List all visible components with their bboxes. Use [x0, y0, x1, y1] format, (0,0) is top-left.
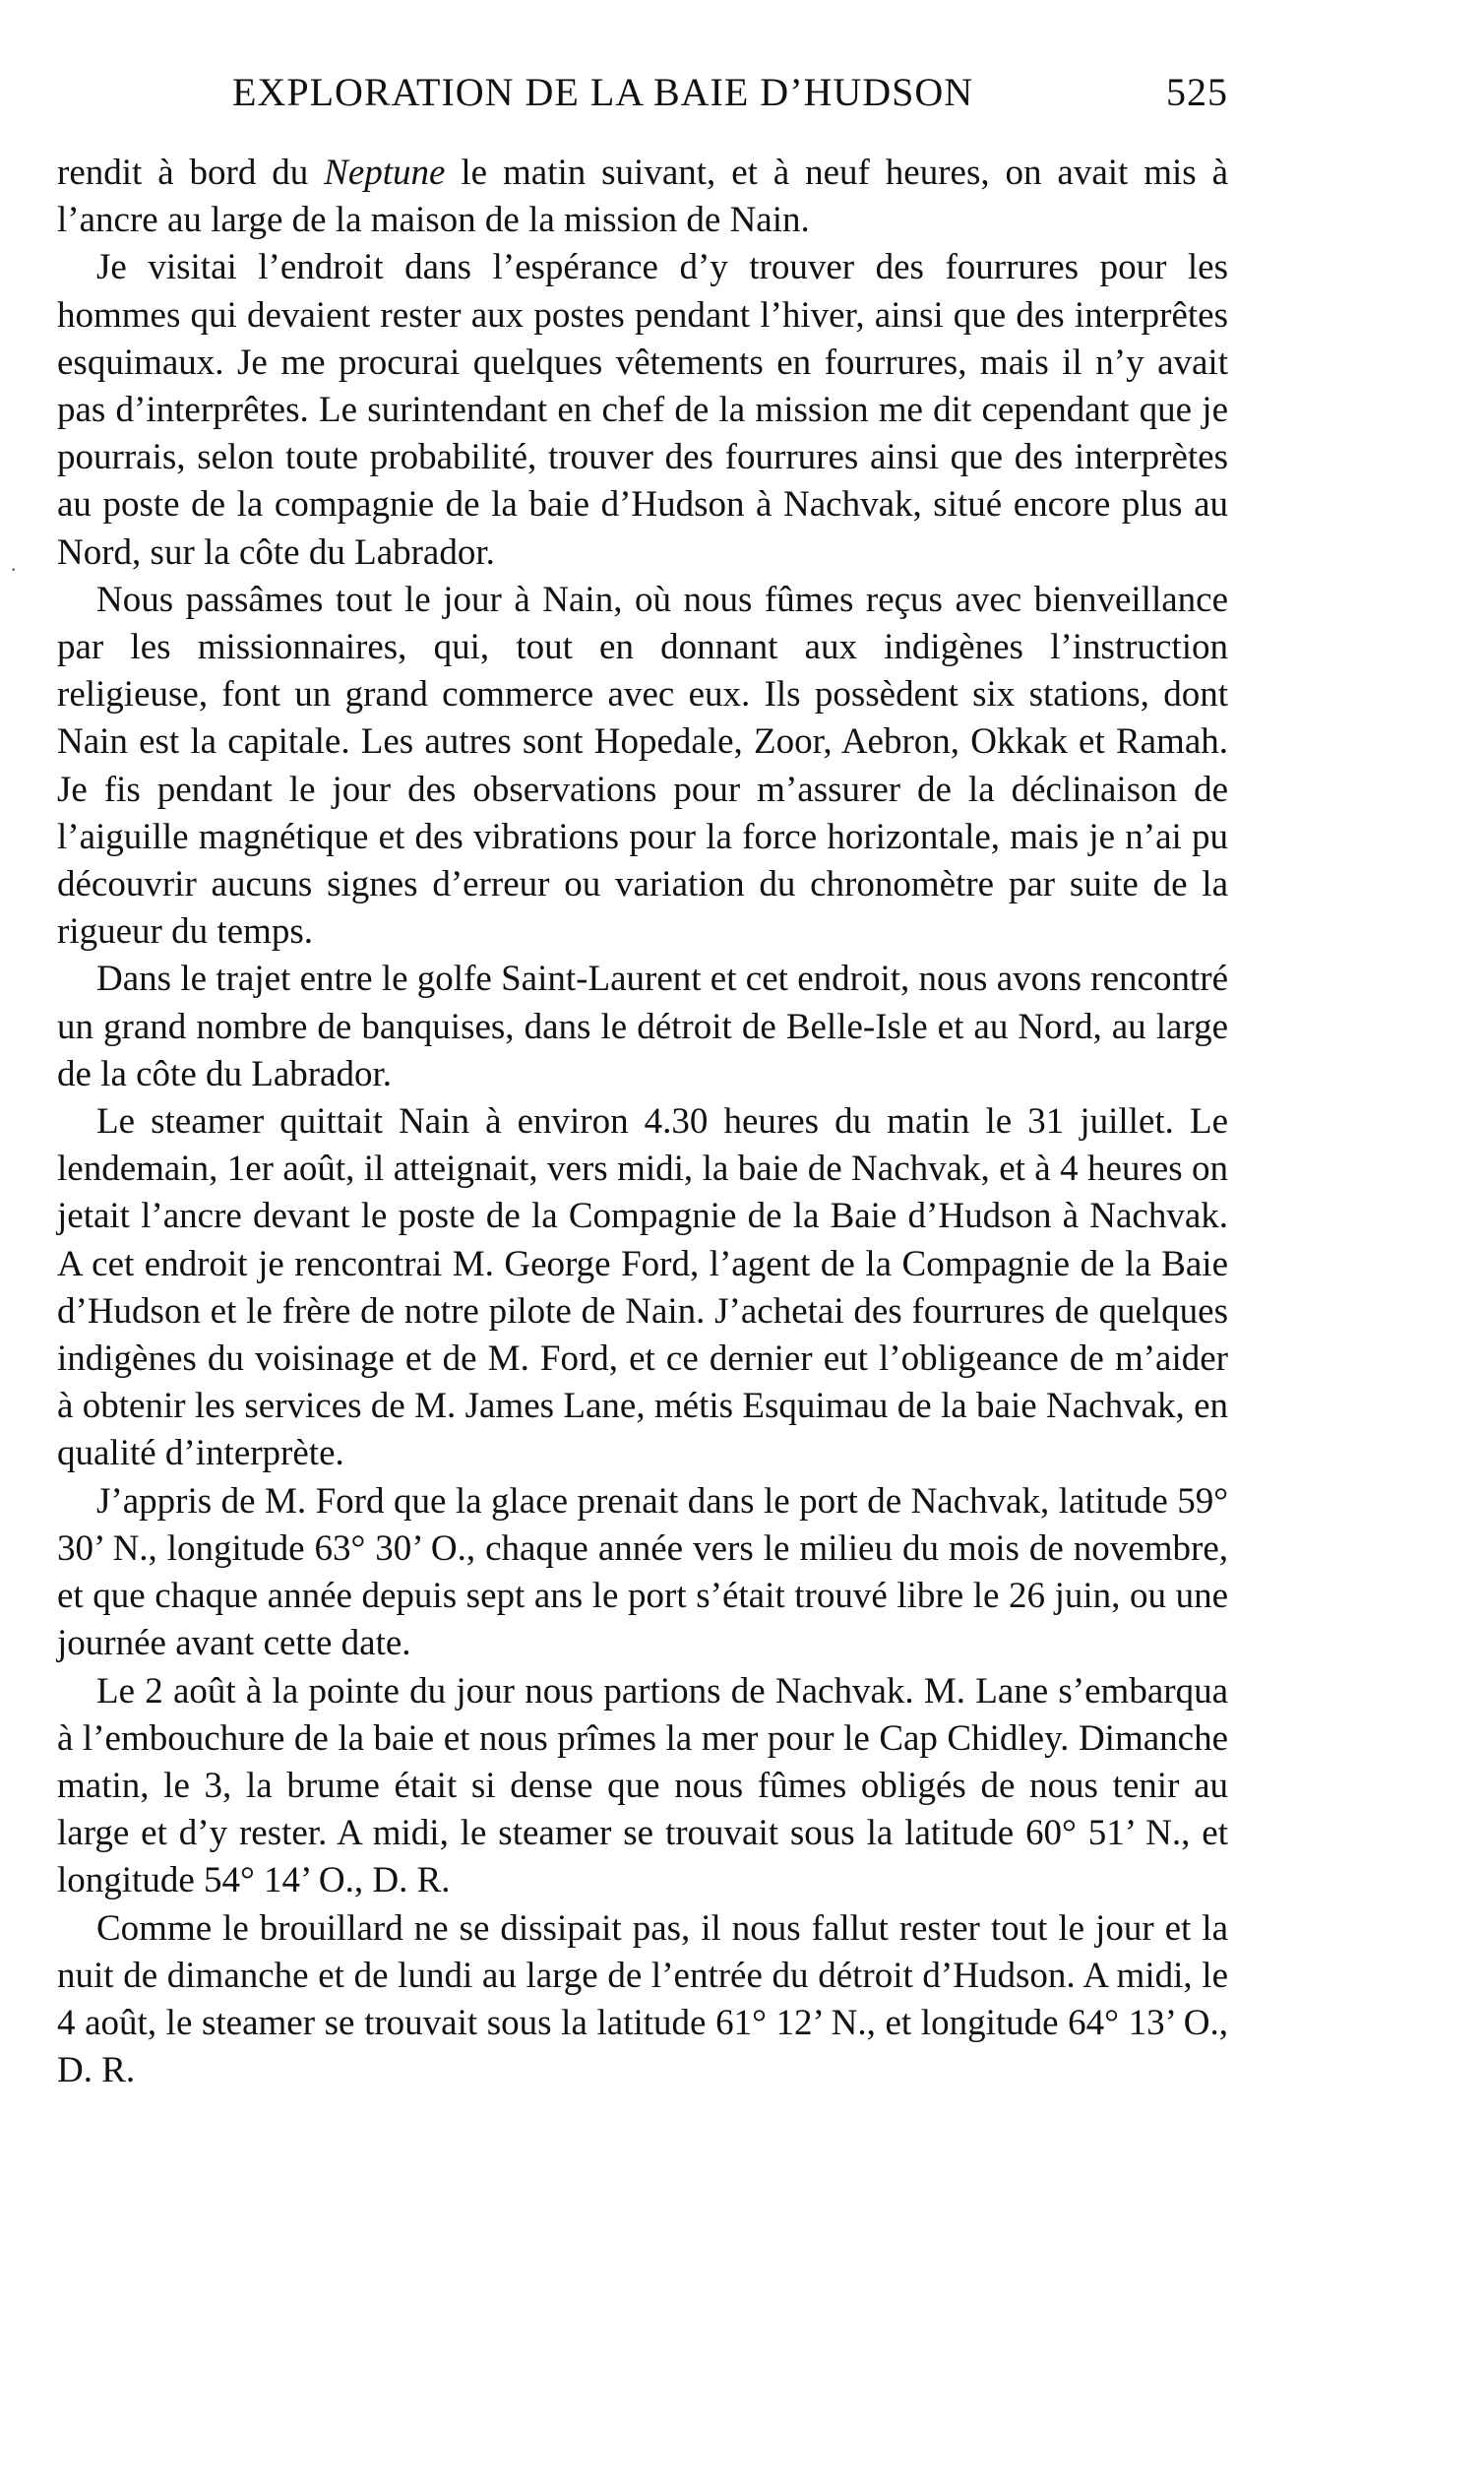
- running-title: EXPLORATION DE LA BAIE D’HUDSON: [232, 70, 974, 114]
- running-header: [232, 69, 1228, 124]
- paragraph-6: J’appris de M. Ford que la glace prenait dans le port de Nachvak, latitude 59° 30’ N., longitude 63° 30’ O., chaque année vers le milieu du mois de novembre, et que chaque année depuis sept ans le port s’était trouvé libre le 26 juin, ou une journée avant cette date.: [57, 1480, 1228, 1664]
- paragraph-4: Dans le trajet entre le golfe Saint-Laurent et cet endroit, nous avons rencontré un grand nombre de banquises, dans le détroit de Belle-Isle et au Nord, au large de la côte du Labrador.: [57, 959, 1228, 1094]
- paragraph-5: Le steamer quittait Nain à environ 4.30 heures du matin le 31 juillet. Le lendemain, 1er août, il atteignait, vers midi, la baie de Nachvak, et à 4 heures on jetait l’ancre devant le poste de la Compagnie de la Baie d’Hudson à Nachvak. A cet endroit je rencontrai M. George Ford, l’agent de la Compagnie de la Baie d’Hudson et le frère de notre pilote de Nain. J’achetai des fourrures de quelques indigènes du voisinage et de M. Ford, et ce dernier eut l’obligeance de m’aider à obtenir les services de M. James Lane, métis Esquimau de la baie Nachvak, en qualité d’interprète.: [57, 1101, 1228, 1474]
- paragraph-3: Nous passâmes tout le jour à Nain, où nous fûmes reçus avec bienveillance par les missionnaires, qui, tout en donnant aux indigènes l’instruction religieuse, font un grand commerce avec eux. Ils possèdent six stations, dont Nain est la capitale. Les autres sont Hopedale, Zoor, Aebron, Okkak et Ramah. Je fis pendant le jour des observations pour m’assurer de la déclinaison de l’aiguille magnétique et des vibrations pour la force horizontale, mais je n’ai pu découvrir aucuns signes d’erreur ou variation du chronomètre par suite de la rigueur du temps.: [57, 579, 1228, 953]
- paragraph-1: rendit à bord du Neptune le matin suivant, et à neuf heures, on avait mis à l’ancre au large de la maison de la mission de Nain.: [57, 153, 1228, 241]
- margin-dot: ·: [10, 557, 18, 582]
- page-number: 525: [1166, 70, 1228, 114]
- paragraph-2: Je visitai l’endroit dans l’espérance d’y trouver des fourrures pour les hommes qui devaient rester aux postes pendant l’hiver, ainsi que des interprêtes esquimaux. Je me procurai quelques vêtements en fourrures, mais il n’y avait pas d’interprêtes. Le surintendant en chef de la mission me dit cependant que je pourrais, selon toute probabilité, trouver des fourrures ainsi que des interprètes au poste de la compagnie de la baie d’Hudson à Nachvak, situé encore plus au Nord, sur la côte du Labrador.: [57, 247, 1228, 573]
- ship-name: Neptune: [324, 153, 446, 193]
- paragraph-8: Comme le brouillard ne se dissipait pas, il nous fallut rester tout le jour et la nuit de dimanche et de lundi au large de l’entrée du détroit d’Hudson. A midi, le 4 août, le steamer se trouvait sous la latitude 61° 12’ N., et longitude 64° 13’ O., D. R.: [57, 1907, 1228, 2091]
- body-text: [57, 150, 1228, 2094]
- paragraph-7: Le 2 août à la pointe du jour nous partions de Nachvak. M. Lane s’embarqua à l’embouchure de la baie et nous prîmes la mer pour le Cap Chidley. Dimanche matin, le 3, la brume était si dense que nous fûmes obligés de nous tenir au large et d’y rester. A midi, le steamer se trouvait sous la latitude 60° 51’ N., et longitude 54° 14’ O., D. R.: [57, 1670, 1228, 1901]
